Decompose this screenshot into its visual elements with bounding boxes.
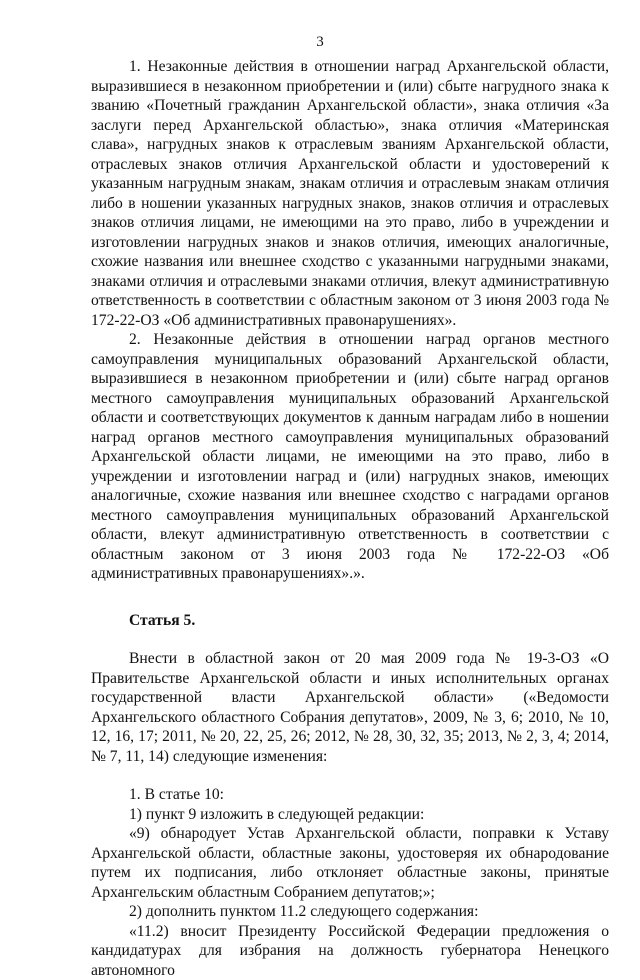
- paragraph-2: 2. Незаконные действия в отношении наград органов местного самоуправления муниципальных образований Архангельской области, выразившиеся в незаконном приобретении и (или) сбыте наград органов местного самоуправления муниципальных образований Архангельской области и соответствующих документов к данным наградам либо в ношении наград органов местного самоуправления муниципальных образований Архангельской области лицами, не имеющими на это право, либо в учреждении и изготовлении наград и (или) нагрудных знаков, имеющих аналогичные, схожие названия или внешнее сходство с наградами органов местного самоуправления муниципальных образований Архангельской области, влекут административную ответственность в соответствии с областным законом от 3 июня 2003 года № 172-22-ОЗ «Об административных правонарушениях».».: [91, 330, 609, 584]
- amendment-item-3: «9) обнародует Устав Архангельской области, поправки к Уставу Архангельской области, областные законы, удостоверяя их обнародование путем их подписания, либо отклоняет областные законы, принятые Архангельским областным Собранием депутатов;»;: [91, 824, 609, 902]
- article-5-intro: Внести в областной закон от 20 мая 2009 года № 19-3-ОЗ «О Правительстве Архангельской области и иных исполнительных органах государственной власти Архангельской области» («Ведомости Архангельского областного Собрания депутатов», 2009, № 3, 6; 2010, № 10, 12, 16, 17; 2011, № 20, 22, 25, 26; 2012, № 28, 30, 32, 35; 2013, № 2, 3, 4; 2014, № 7, 11, 14) следующие изменения:: [91, 649, 609, 766]
- amendment-item-1: 1. В статье 10:: [91, 785, 609, 805]
- document-body: [91, 57, 609, 980]
- page-number: 3: [0, 34, 640, 51]
- article-5-heading: Статья 5.: [91, 611, 609, 631]
- paragraph-1: 1. Незаконные действия в отношении наград Архангельской области, выразившиеся в незаконном приобретении и (или) сбыте нагрудного знака к званию «Почетный гражданин Архангельской области», знака отличия «За заслуги перед Архангельской областью», знака отличия «Материнская слава», нагрудных знаков к отраслевым званиям Архангельской области, отраслевых знаков отличия Архангельской области и удостоверений к указанным нагрудным знакам, знакам отличия и отраслевым знакам отличия либо в ношении указанных нагрудных знаков, знаков отличия и отраслевых знаков отличия лицами, не имеющими на это право, либо в учреждении и изготовлении нагрудных знаков и знаков отличия, имеющих аналогичные, схожие названия или внешнее сходство с указанными нагрудными знаками, знаками отличия и отраслевыми знаками отличия, влекут административную ответственность в соответствии с областным законом от 3 июня 2003 года № 172-22-ОЗ «Об административных правонарушениях».: [91, 57, 609, 330]
- amendment-item-2: 1) пункт 9 изложить в следующей редакции:: [91, 805, 609, 825]
- amendment-item-5: «11.2) вносит Президенту Российской Федерации предложения о кандидатурах для избрания на должность губернатора Ненецкого автономного: [91, 922, 609, 980]
- amendment-item-4: 2) дополнить пунктом 11.2 следующего содержания:: [91, 902, 609, 922]
